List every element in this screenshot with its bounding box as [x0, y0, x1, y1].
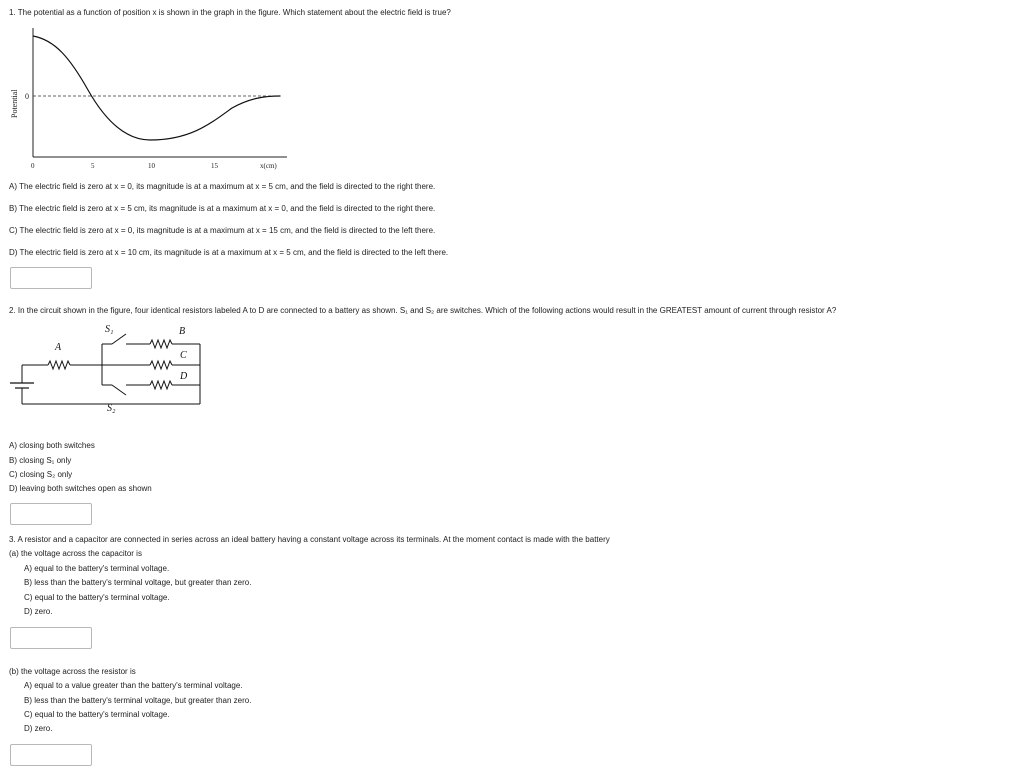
- q3a-option-d: D) zero.: [24, 607, 53, 616]
- graph-ylabel: Potential: [10, 89, 19, 118]
- label-s1: S₁: [105, 324, 114, 335]
- q3a-option-a: A) equal to the battery's terminal voltage.: [24, 564, 170, 573]
- q3a-answer-input[interactable]: [10, 627, 92, 649]
- q3b-option-a: A) equal to a value greater than the battery's terminal voltage.: [24, 681, 243, 690]
- q1-prompt: 1. The potential as a function of position x is shown in the graph in the figure. Which statement about the electric field is true?: [9, 8, 451, 17]
- label-s2: S₂: [107, 403, 116, 414]
- label-c: C: [180, 350, 187, 361]
- q3-prompt: 3. A resistor and a capacitor are connected in series across an ideal battery having a constant voltage across its terminals. At the moment contact is made with the battery: [9, 535, 610, 544]
- graph-xtick-10: 10: [148, 162, 155, 170]
- q3a-option-c: C) equal to the battery's terminal voltage.: [24, 593, 170, 602]
- q2-option-d: D) leaving both switches open as shown: [9, 484, 152, 493]
- resistor-b: [150, 340, 172, 348]
- graph-xtick-0: 0: [31, 162, 35, 170]
- q3a-prompt: (a) the voltage across the capacitor is: [9, 549, 142, 558]
- q3b-prompt: (b) the voltage across the resistor is: [9, 667, 136, 676]
- circuit-diagram: [0, 320, 220, 420]
- q1-option-a: A) The electric field is zero at x = 0, its magnitude is at a maximum at x = 5 cm, and the field is directed to the right there.: [9, 182, 436, 191]
- potential-graph: [0, 28, 300, 178]
- graph-zero-label: 0: [25, 92, 29, 101]
- q3b-option-d: D) zero.: [24, 724, 53, 733]
- graph-xunit: x(cm): [260, 162, 277, 170]
- switch-s2: [112, 385, 126, 395]
- q2-option-a: A) closing both switches: [9, 441, 95, 450]
- resistor-c: [150, 361, 172, 369]
- q3b-option-c: C) equal to the battery's terminal voltage.: [24, 710, 170, 719]
- switch-s1: [112, 334, 126, 344]
- q1-option-d: D) The electric field is zero at x = 10 cm, its magnitude is at a maximum at x = 5 cm, and the field is directed to the left there.: [9, 248, 449, 257]
- q3b-answer-input[interactable]: [10, 744, 92, 766]
- q1-answer-input[interactable]: [10, 267, 92, 289]
- label-a: A: [55, 342, 62, 353]
- resistor-d: [150, 381, 172, 389]
- q2-prompt: 2. In the circuit shown in the figure, four identical resistors labeled A to D are connected to a battery as shown. S₁ and S₂ are switches. Which of the following actions would result in the GREATEST amount of current through resistor A?: [9, 306, 837, 315]
- label-d: D: [180, 371, 188, 382]
- label-b: B: [179, 326, 186, 337]
- graph-xtick-5: 5: [91, 162, 95, 170]
- q2-option-c: C) closing S₂ only: [9, 470, 73, 479]
- q3b-option-b: B) less than the battery's terminal voltage, but greater than zero.: [24, 696, 252, 705]
- q2-answer-input[interactable]: [10, 503, 92, 525]
- graph-xtick-15: 15: [211, 162, 218, 170]
- q2-option-b: B) closing S₁ only: [9, 456, 72, 465]
- q3a-option-b: B) less than the battery's terminal voltage, but greater than zero.: [24, 578, 252, 587]
- q1-option-c: C) The electric field is zero at x = 0, its magnitude is at a maximum at x = 15 cm, and the field is directed to the left there.: [9, 226, 436, 235]
- q1-option-b: B) The electric field is zero at x = 5 cm, its magnitude is at a maximum at x = 0, and the field is directed to the right there.: [9, 204, 436, 213]
- potential-curve: [33, 36, 280, 140]
- resistor-a: [48, 361, 70, 369]
